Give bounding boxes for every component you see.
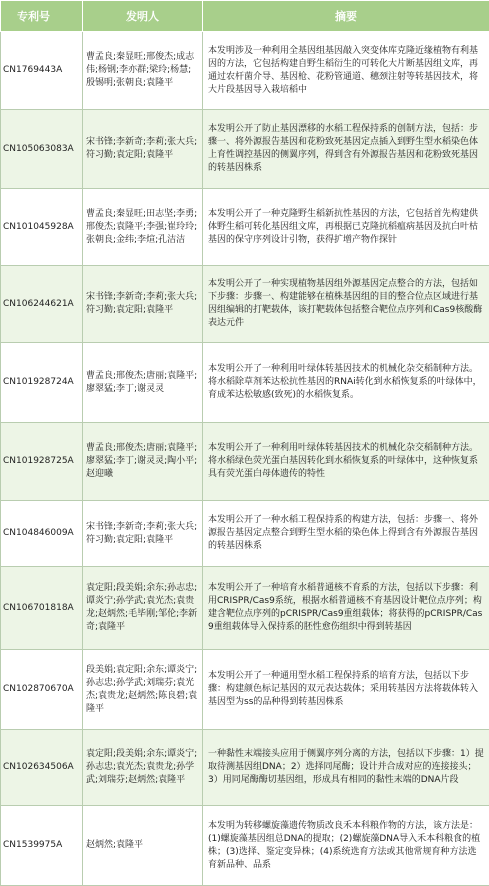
patent-number: CN102870670A <box>1 650 83 730</box>
patent-abstract: 本发明公开了防止基因漂移的水稻工程保持系的创制方法，包括：步骤一、将外源报告基因和花粉致死基因定点插入到野生型水稻染色体上育性调控基因的侧翼序列，得到含有外源报告基因和花粉致死基因的转基因株系 <box>203 110 489 189</box>
header-inventors: 发明人 <box>83 1 203 32</box>
patent-number: CN1539975A <box>1 806 83 886</box>
inventor-list: 曹孟良;秦显旺;邢俊杰;成志伟;杨钢;李亦群;梁玲;杨慧;殷锡明;张朝良;袁隆平 <box>83 32 203 110</box>
table-row <box>1 110 489 189</box>
table-row <box>1 730 489 806</box>
inventor-list: 曹孟良;邢俊杰;唐丽;袁隆平;廖翠猛;李丁;谢灵灵;陶小平;赵迎曦 <box>83 423 203 501</box>
table-row <box>1 806 489 886</box>
patent-abstract: 本发明公开了一种培育水稻普通核不育系的方法，包括以下步骤：利用CRISPR/Cas9系统，根据水稻普通核不育基因设计靶位点序列；构建含靶位点序列的pCRISPR/Cas9重组载体；将获得的pCRISPR/Cas9重组载体导入保持系的胚性愈伤组织中得到转基因 <box>203 567 489 650</box>
table-row <box>1 189 489 266</box>
patent-abstract: 本发明涉及一种利用全基因组基因敲入突变体库克隆近缘植物有利基因的方法，它包括构建自野生稻衍生的可转化大片断基因组文库，再通过农杆菌介导、基因枪、花粉管通道、穗颈注射等转基因技术，将大片段基因导入栽培稻中 <box>203 32 489 110</box>
patent-abstract: 本发明公开了一种水稻工程保持系的构建方法，包括：步骤一、将外源报告基因定点整合到野生型水稻的染色体上得到含有外源报告基因的转基因株系 <box>203 501 489 567</box>
patent-number: CN106701818A <box>1 567 83 650</box>
patent-abstract: 本发明公开了一种克隆野生稻新抗性基因的方法，它包括首先构建供体野生稻可转化基因组文库，再根据已克隆抗稻瘟病基因及抗白叶枯基因的保守序列设计引物，获得扩增产物作探针 <box>203 189 489 266</box>
patent-number: CN105063083A <box>1 110 83 189</box>
patent-number: CN101928725A <box>1 423 83 501</box>
patent-abstract: 本发明公开了一种实现植物基因组外源基因定点整合的方法，包括如下步骤：步骤一、构建能够在植株基因组的目的整合位点区域进行基因组编辑的打靶载体，该打靶载体包括整合靶位点序列和Cas9核酸酶表达元件 <box>203 266 489 343</box>
patent-abstract: 本发明公开了一种通用型水稻工程保持系的培育方法，包括以下步骤：构建颜色标记基因的双元表达载体；采用转基因方法将载体转入基因型为ss的品种得到转基因株系 <box>203 650 489 730</box>
header-row <box>1 1 489 32</box>
header-patent-no: 专利号 <box>1 1 83 32</box>
inventor-list: 宋书锋;李新奇;李莉;张大兵;符习勤;袁定阳;袁隆平 <box>83 110 203 189</box>
patent-number: CN101045928A <box>1 189 83 266</box>
patent-abstract: 一种黏性末端接头应用于侧翼序列分离的方法，包括以下步骤：1）提取待测基因组DNA；2）选择同尾酶；设计并合成对应的连接接头；3）用同尾酶酶切基因组，形成具有相同的黏性末端的DNA片段 <box>203 730 489 806</box>
patent-number: CN101928724A <box>1 343 83 423</box>
patent-number: CN106244621A <box>1 266 83 343</box>
table-row <box>1 343 489 423</box>
patent-number: CN104846009A <box>1 501 83 567</box>
patent-number: CN1769443A <box>1 32 83 110</box>
table-row <box>1 423 489 501</box>
patent-number: CN102634506A <box>1 730 83 806</box>
table-row <box>1 32 489 110</box>
inventor-list: 袁定阳;段美娟;余东;孙志忠;谭炎宁;孙学武;袁光杰;袁贵龙;赵炳然;毛毕刚;邹伦;李新奇;袁隆平 <box>83 567 203 650</box>
patent-abstract: 本发明为转移螺旋藻遗传物质改良禾本科粮作物的方法，该方法是：(1)螺旋藻基因组总DNA的提取；(2)螺旋藻DNA导入禾本科粮食的植株；(3)选择、鉴定变异株；(4)系统选育方法或其他常规育种方法选育新品种、品系 <box>203 806 489 886</box>
header-abstract: 摘要 <box>203 1 489 32</box>
patent-abstract: 本发明公开了一种利用叶绿体转基因技术的机械化杂交稻制种方法。将水稻除草剂苯达松抗性基因的RNAi转化到水稻恢复系的叶绿体中，育成苯达松敏感(致死)的水稻恢复系。 <box>203 343 489 423</box>
table-row <box>1 266 489 343</box>
inventor-list: 宋书锋;李新奇;李莉;张大兵;符习勤;袁定阳;袁隆平 <box>83 501 203 567</box>
inventor-list: 曹孟良;邢俊杰;唐丽;袁隆平;廖翠猛;李丁;谢灵灵 <box>83 343 203 423</box>
table-row <box>1 501 489 567</box>
inventor-list: 段美娟;袁定阳;余东;谭炎宁;孙志忠;孙学武;刘瑞芬;袁光杰;袁贵龙;赵炳然;陈良碧;袁隆平 <box>83 650 203 730</box>
patent-abstract: 本发明公开了一种利用叶绿体转基因技术的机械化杂交稻制种方法。将水稻绿色荧光蛋白基因转化到水稻恢复系的叶绿体中，这种恢复系具有荧光蛋白母体遗传的特性 <box>203 423 489 501</box>
inventor-list: 曹孟良;秦显旺;田志坚;李勇;邢俊杰;袁隆平;李强;崔玲玲;张朝良;金纬;李煊;孔洁洁 <box>83 189 203 266</box>
table-row <box>1 650 489 730</box>
inventor-list: 宋书锋;李新奇;李莉;张大兵;符习勤;袁定阳;袁隆平 <box>83 266 203 343</box>
table-row <box>1 567 489 650</box>
inventor-list: 袁定阳;段美娟;余东;谭炎宁;孙志忠;袁光杰;袁贵龙;孙学武;刘瑞芬;赵炳然;袁隆平 <box>83 730 203 806</box>
inventor-list: 赵炳然;袁隆平 <box>83 806 203 886</box>
